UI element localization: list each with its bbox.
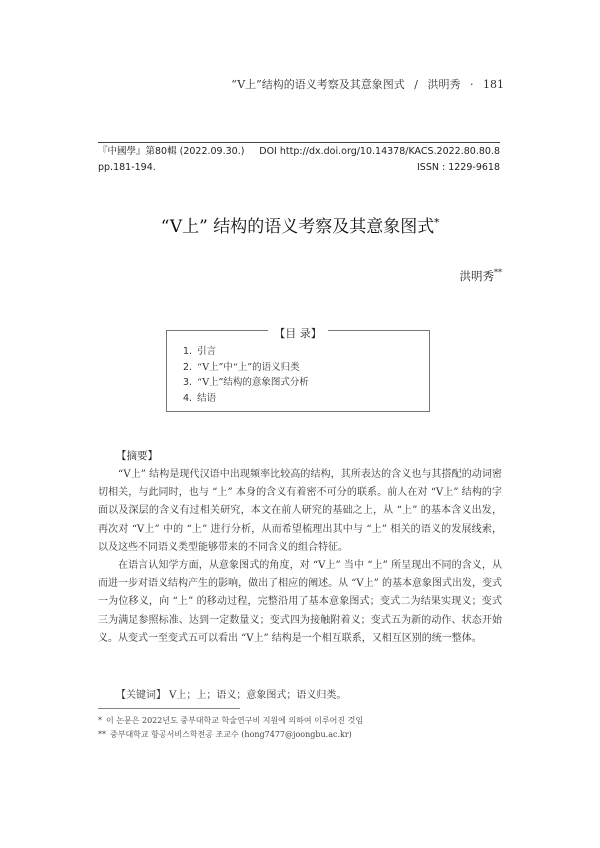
toc-item-label: 引言 [197, 346, 217, 357]
running-header-author: 洪明秀 [427, 78, 461, 91]
footnote-mark: * [98, 716, 102, 725]
abstract-paragraph: “V上” 结构是现代汉语中出现频率比较高的结构，其所表达的含义也与其搭配的动词密切相关，与此同时，也与 “上” 本身的含义有着密不可分的联系。前人在对 “V上” 结构的字面以及深层的含义有过相关研究，本文在前人研究的基础之上，从 “上” 的基本含义出发，再次对 “V上” 中的 “上” 进行分析，从而希望梳理出其中与 “上” 相关的语义的发展线索，以及这些不同语义类型能够带来的不同含义的组合特征。 [98, 469, 502, 553]
toc-item-number: 2. [183, 361, 193, 373]
running-header-title: “V上”结构的语义考察及其意象图式 [231, 78, 405, 91]
toc-item-number: 1. [183, 346, 193, 357]
journal-info [98, 142, 500, 175]
keywords: 【关键词】 V上；上；语义；意象图式；语义归类。 [116, 690, 347, 701]
footnote-text: 이 논문은 2022년도 중부대학교 학술연구비 지원에 의하여 이루어진 것임 [106, 716, 364, 725]
toc-item-label: “V上”结构的意象图式分析 [197, 377, 309, 388]
footnote-mark: ** [98, 730, 106, 739]
author-name: 洪明秀 [459, 269, 494, 283]
abstract-body [98, 466, 502, 648]
footnote-divider [98, 708, 240, 709]
footnote [98, 728, 502, 742]
toc-item-label: 结语 [197, 392, 217, 404]
toc-title: 【目 录】 [268, 327, 328, 340]
toc-item [183, 375, 429, 391]
toc-item-number: 4. [183, 392, 193, 404]
page-number: 181 [483, 78, 504, 91]
abstract-heading: 【摘要】 [116, 450, 158, 462]
toc-item-label: “V上”中“上”的语义归类 [197, 361, 300, 373]
paper-title [0, 212, 600, 237]
running-header-separator: / [414, 78, 418, 91]
issn: ISSN : 1229-9618 [417, 162, 500, 173]
toc-item-number: 3. [183, 377, 193, 388]
footnote [98, 714, 502, 728]
running-header [231, 76, 504, 92]
title-footnote-mark: * [434, 217, 440, 229]
journal-pages: pp.181-194. [98, 162, 156, 173]
toc-item [183, 360, 429, 376]
footnotes [98, 714, 502, 742]
abstract-paragraph: 在语言认知学方面，从意象图式的角度，对 “V上” 当中 “上” 所呈现出不同的含义，从而进一步对语义结构产生的影响，做出了相应的阐述。从 “V上” 的基本意象图式出发，变式一为位移义，向 “上” 的移动过程，完整沿用了基本意象图式；变式二为结果实现义；变式三为满足参照标准、达到一定数量义；变式四为接触附着义；变式五为新的动作、状态开始义。从变式一至变式五可以看出 “V上” 结构是一个相互联系，又相互区别的统一整体。 [98, 560, 502, 644]
doi-link[interactable]: DOI http://dx.doi.org/10.14378/KACS.2022.80.80.8 [259, 146, 500, 157]
author-footnote-mark: ** [494, 268, 502, 278]
footnote-text: 중부대학교 항공서비스학전공 조교수 (hong7477@joongbu.ac.kr) [110, 730, 352, 739]
paper-title-text: “V上” 结构的语义考察及其意象图式 [160, 217, 435, 237]
table-of-contents [166, 327, 430, 412]
author [460, 268, 503, 284]
journal-citation: 『中國學』第80輯 (2022.09.30.) [98, 146, 245, 157]
toc-item [183, 391, 429, 407]
toc-item [183, 344, 429, 360]
running-header-dot: · [470, 78, 474, 91]
